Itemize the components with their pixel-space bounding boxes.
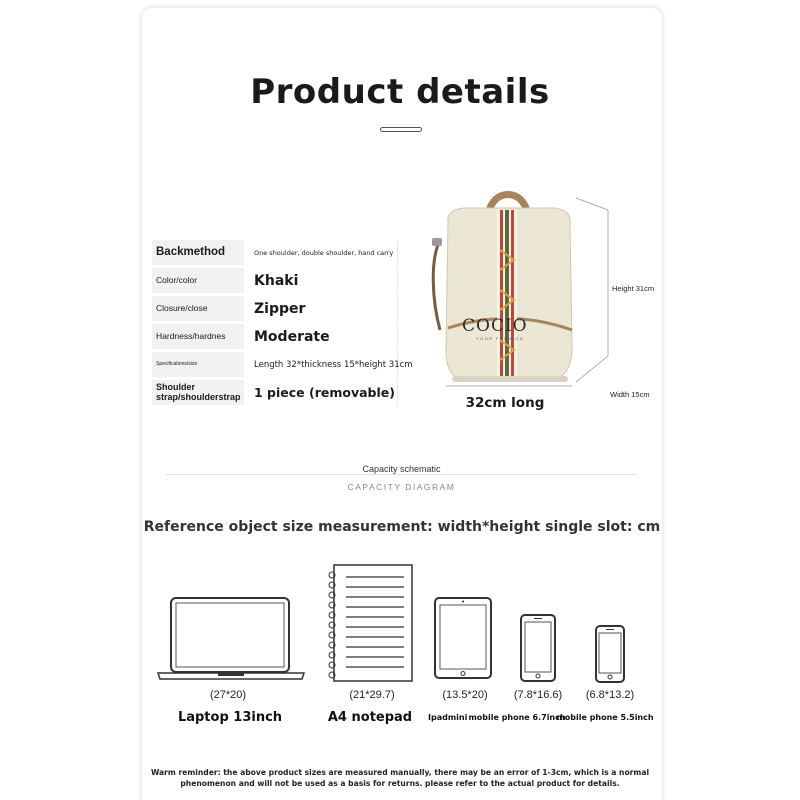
item-name: mobile phone 5.5inch xyxy=(556,713,654,722)
item-name: Laptop 13inch xyxy=(177,710,283,725)
size-label: (21*29.7) xyxy=(349,689,395,701)
title-underline xyxy=(380,127,422,132)
item-name: A4 notepad xyxy=(327,710,413,725)
dimension-lines xyxy=(416,180,666,420)
capacity-subtitle: CAPACITY DIAGRAM xyxy=(347,482,456,492)
length-label: 32cm long xyxy=(465,395,545,411)
size-label: (7.8*16.6) xyxy=(513,689,563,701)
spec-row xyxy=(152,294,412,322)
brand-tagline: YOUR FASHION xyxy=(476,336,525,341)
spec-value: Length 32*thickness 15*height 31cm xyxy=(250,352,398,377)
spec-row xyxy=(152,322,412,350)
spec-value: One shoulder, double shoulder, hand carry xyxy=(250,240,398,265)
reference-caption: Reference object size measurement: width*height single slot: cm xyxy=(143,519,661,535)
spec-label: Shoulder strap/shoulderstrap xyxy=(152,380,244,405)
page-title: Product details xyxy=(250,72,550,112)
size-label: (27*20) xyxy=(209,689,247,701)
laptop-icon xyxy=(156,596,306,682)
spec-label: Closure/close xyxy=(152,296,244,321)
spec-label: Color/color xyxy=(152,268,244,293)
spec-label: Specifications/size xyxy=(152,352,244,377)
item-name: Ipadmini xyxy=(428,713,468,722)
height-label: Height 31cm xyxy=(612,284,655,293)
divider xyxy=(165,474,637,475)
size-label: (6.8*13.2) xyxy=(585,689,635,701)
tablet-icon xyxy=(434,597,492,679)
spec-label: Hardness/hardnes xyxy=(152,324,244,349)
capacity-title: Capacity schematic xyxy=(362,464,441,474)
phone-icon xyxy=(595,625,625,683)
spec-value: Moderate xyxy=(250,324,398,349)
warm-reminder: Warm reminder: the above product sizes are measured manually, there may be an error of 1-3cm, which is a normal phenomenon and will not be used as a basis for returns. please refer to the actual product for details. xyxy=(150,768,650,788)
spec-value: 1 piece (removable) xyxy=(250,380,398,405)
spec-value: Khaki xyxy=(250,268,398,293)
spec-value: Zipper xyxy=(250,296,398,321)
spec-row xyxy=(152,350,412,378)
spec-row xyxy=(152,266,412,294)
phone-icon xyxy=(520,614,556,682)
item-name: mobile phone 6.7inch xyxy=(468,713,566,722)
spec-row xyxy=(152,238,412,266)
backpack-illustration xyxy=(416,180,666,420)
spec-table xyxy=(152,238,412,406)
notepad-icon xyxy=(324,563,416,685)
spec-label: Backmethod xyxy=(152,240,244,265)
width-label: Width 15cm xyxy=(610,390,650,399)
brand-logo: COCIO xyxy=(462,316,528,336)
size-label: (13.5*20) xyxy=(442,689,488,701)
